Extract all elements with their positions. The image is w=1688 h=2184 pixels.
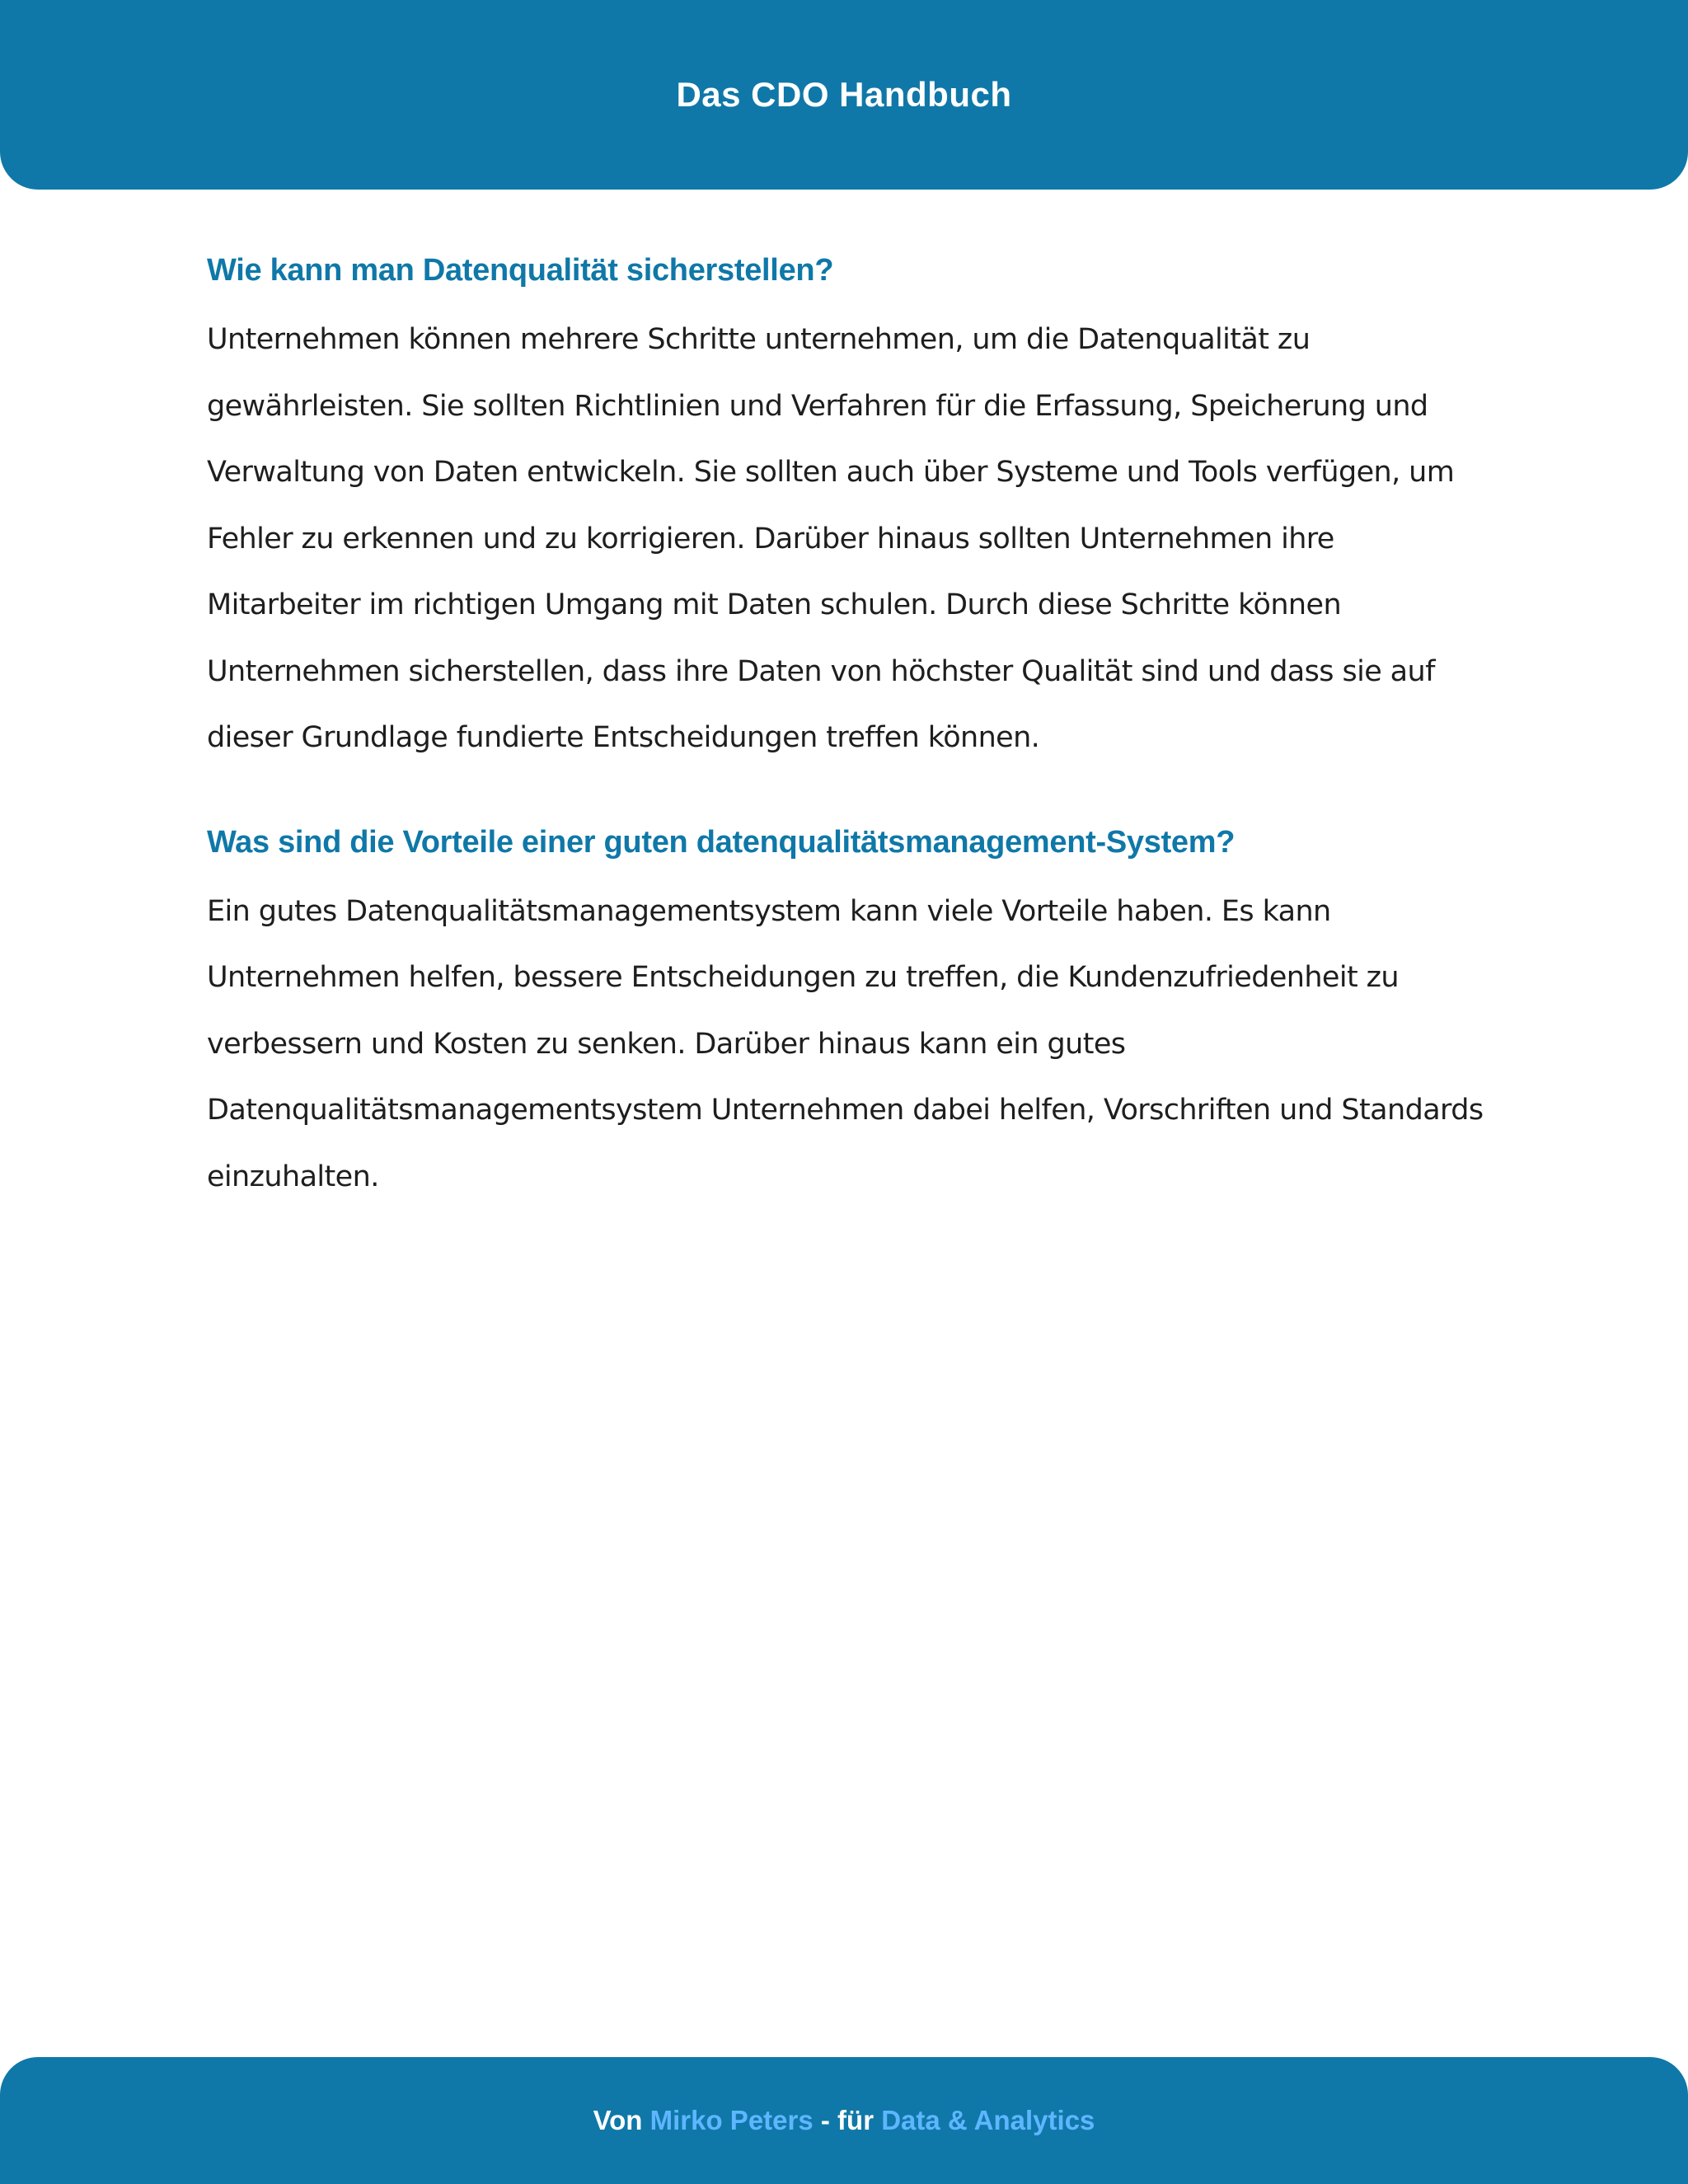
footer-prefix: Von bbox=[593, 2105, 650, 2135]
section-benefits bbox=[207, 816, 1493, 1211]
main-content bbox=[207, 244, 1493, 1210]
footer-middle: - für bbox=[813, 2105, 882, 2135]
page-header bbox=[0, 0, 1688, 190]
section-heading: Wie kann man Datenqualität sicherstellen? bbox=[207, 253, 834, 288]
section-paragraph: Unternehmen können mehrere Schritte unternehmen, um die Datenqualität zu gewährleisten. Sie sollten Richtlinien und Verfahren für die Erfassung, Speicherung und Verwaltung von Daten entwickeln. Sie sollten auch über Systeme und Tools verfügen, um Fehler zu erkennen und zu korrigieren. Darüber hinaus sollten Unternehmen ihre Mitarbeiter im richtigen Umgang mit Daten schulen. Durch diese Schritte können Unternehmen sicherstellen, dass ihre Daten von höchster Qualität sind und dass sie auf dieser Grundlage fundierte Entscheidungen treffen können. bbox=[207, 323, 1455, 754]
footer-credit bbox=[593, 2105, 1095, 2136]
footer-author: Mirko Peters bbox=[649, 2105, 814, 2135]
page-footer bbox=[0, 2057, 1688, 2184]
section-paragraph: Ein gutes Datenqualitätsmanagementsystem kann viele Vorteile haben. Es kann Unternehmen helfen, bessere Entscheidungen zu treffen, die Kundenzufriedenheit zu verbessern und Kosten zu senken. Darüber hinaus kann ein gutes Datenqualitätsmanagementsystem Unternehmen dabei helfen, Vorschriften und Standards einzuhalten. bbox=[207, 894, 1484, 1193]
section-heading: Was sind die Vorteile einer guten datenqualitätsmanagement-System? bbox=[207, 824, 1236, 860]
header-title: Das CDO Handbuch bbox=[676, 75, 1012, 114]
section-data-quality bbox=[207, 244, 1493, 771]
footer-topic: Data & Analytics bbox=[881, 2105, 1095, 2135]
